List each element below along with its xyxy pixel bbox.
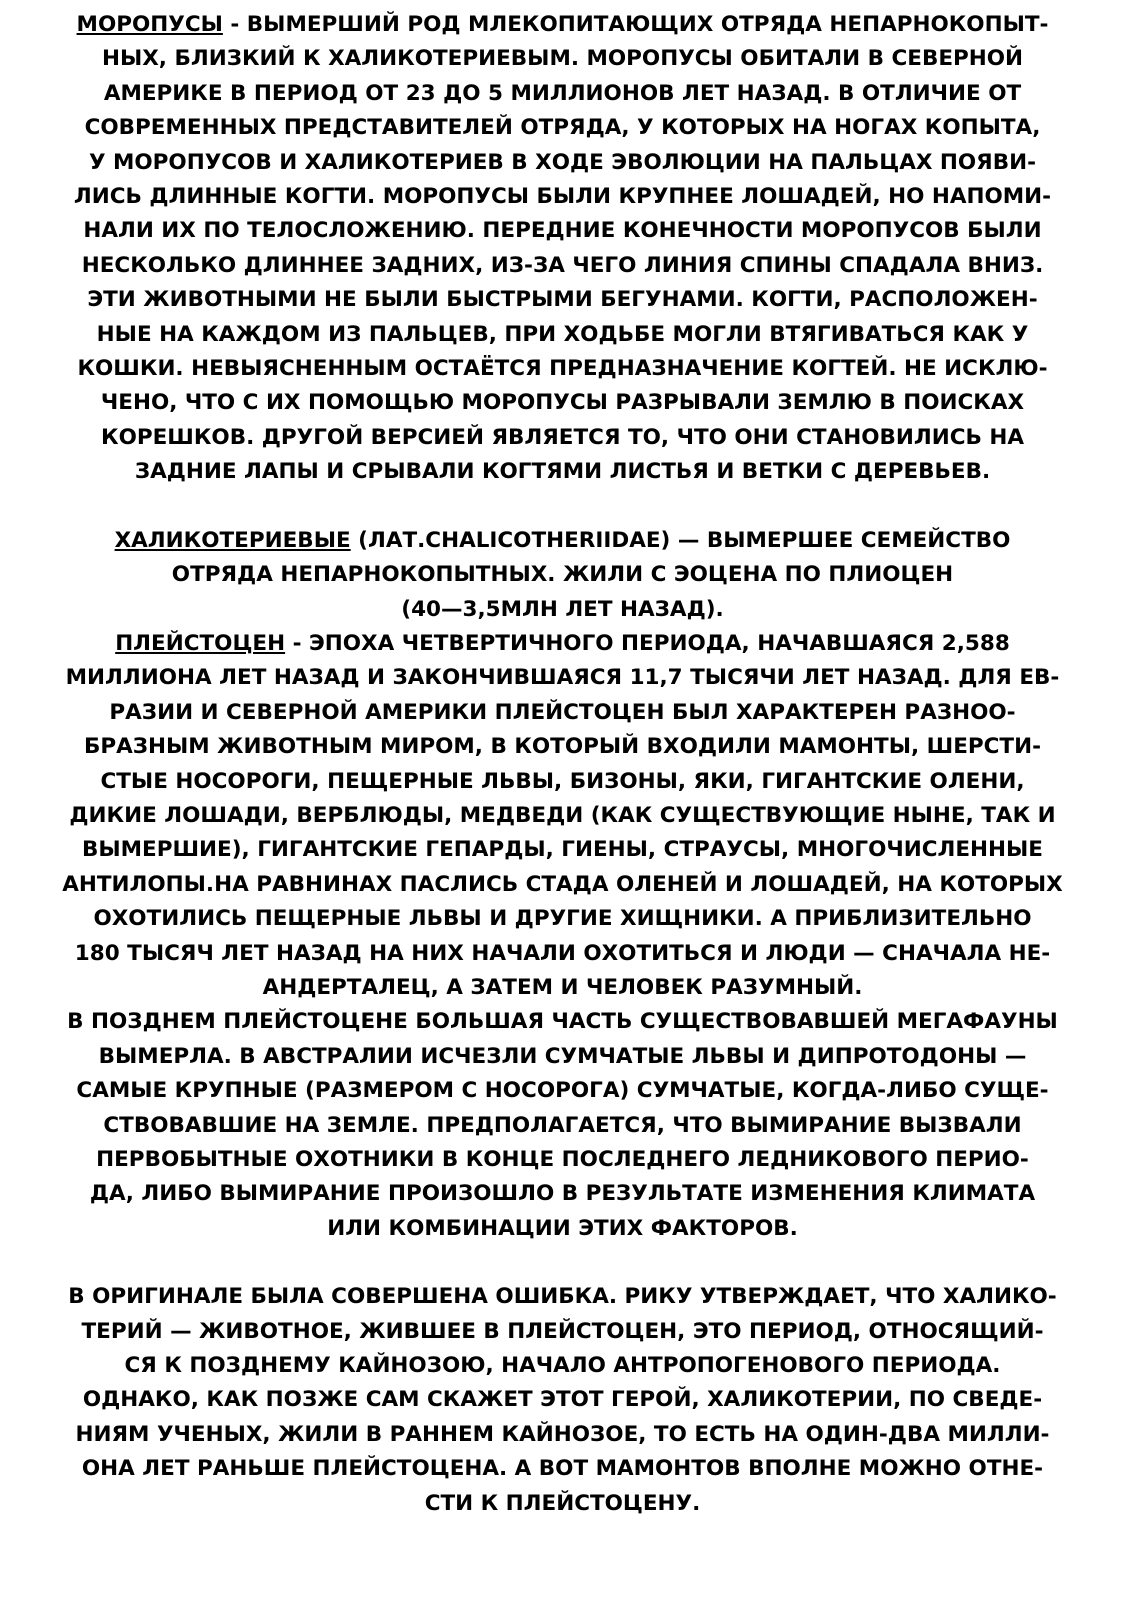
paragraph-line: У МОРОПУСОВ И ХАЛИКОТЕРИЕВ В ХОДЕ ЭВОЛЮЦИИ НА ПАЛЬЦАХ ПОЯВИ-: [88, 149, 1037, 175]
paragraph-line: ПЕРВОБЫТНЫЕ ОХОТНИКИ В КОНЦЕ ПОСЛЕДНЕГО ЛЕДНИКОВОГО ПЕРИО-: [96, 1147, 1029, 1172]
paragraph-gap: [14, 1246, 1111, 1280]
paragraph-line: ЭТИ ЖИВОТНЫМИ НЕ БЫЛИ БЫСТРЫМИ БЕГУНАМИ. КОГТИ, РАСПОЛОЖЕН-: [87, 287, 1038, 313]
paragraph-line: ДИКИЕ ЛОШАДИ, ВЕРБЛЮДЫ, МЕДВЕДИ (КАК СУЩЕСТВУЮЩИЕ НЫНЕ, ТАК И: [69, 802, 1056, 828]
pleistocene-paragraph: [14, 627, 1111, 1005]
paragraph-line: МОРОПУСЫ - ВЫМЕРШИЙ РОД МЛЕКОПИТАЮЩИХ ОТРЯДА НЕПАРНОКОПЫТ-: [76, 12, 1049, 37]
paragraph-line: АМЕРИКЕ В ПЕРИОД ОТ 23 ДО 5 МИЛЛИОНОВ ЛЕТ НАЗАД. В ОТЛИЧИЕ ОТ: [103, 80, 1022, 106]
paragraph-line: СТЫЕ НОСОРОГИ, ПЕЩЕРНЫЕ ЛЬВЫ, БИЗОНЫ, ЯКИ, ГИГАНТСКИЕ ОЛЕНИ,: [100, 768, 1025, 794]
paragraph-line: КОШКИ. НЕВЫЯСНЕННЫМ ОСТАЁТСЯ ПРЕДНАЗНАЧЕНИЕ КОГТЕЙ. НЕ ИСКЛЮ-: [77, 356, 1048, 382]
moropus-paragraph: [14, 8, 1111, 490]
paragraph-line: СЯ К ПОЗДНЕМУ КАЙНОЗОЮ, НАЧАЛО АНТРОПОГЕНОВОГО ПЕРИОДА.: [124, 1353, 1001, 1379]
paragraph-line: БРАЗНЫМ ЖИВОТНЫМ МИРОМ, В КОТОРЫЙ ВХОДИЛИ МАМОНТЫ, ШЕРСТИ-: [83, 734, 1042, 760]
moropus-term: МОРОПУСЫ: [76, 12, 223, 37]
paragraph-gap: [14, 490, 1111, 524]
paragraph-line: ОДНАКО, КАК ПОЗЖЕ САМ СКАЖЕТ ЭТОТ ГЕРОЙ, ХАЛИКОТЕРИИ, ПО СВЕДЕ-: [82, 1387, 1043, 1413]
paragraph-line: МИЛЛИОНА ЛЕТ НАЗАД И ЗАКОНЧИВШАЯСЯ 11,7 ТЫСЯЧИ ЛЕТ НАЗАД. ДЛЯ ЕВ-: [65, 665, 1060, 691]
paragraph-line: НАЛИ ИХ ПО ТЕЛОСЛОЖЕНИЮ. ПЕРЕДНИЕ КОНЕЧНОСТИ МОРОПУСОВ БЫЛИ: [83, 218, 1042, 244]
paragraph-line: В ОРИГИНАЛЕ БЫЛА СОВЕРШЕНА ОШИБКА. РИКУ УТВЕРЖДАЕТ, ЧТО ХАЛИКО-: [68, 1284, 1057, 1310]
paragraph-line: НИЯМ УЧЕНЫХ, ЖИЛИ В РАННЕМ КАЙНОЗОЕ, ТО ЕСТЬ НА ОДИН-ДВА МИЛЛИ-: [75, 1421, 1050, 1447]
paragraph-line: СТВОВАВШИЕ НА ЗЕМЛЕ. ПРЕДПОЛАГАЕТСЯ, ЧТО ВЫМИРАНИЕ ВЫЗВАЛИ: [103, 1112, 1022, 1138]
paragraph-line: АНДЕРТАЛЕЦ, А ЗАТЕМ И ЧЕЛОВЕК РАЗУМНЫЙ.: [262, 974, 863, 1000]
paragraph-line: ОТРЯДА НЕПАРНОКОПЫТНЫХ. ЖИЛИ С ЭОЦЕНА ПО ПЛИОЦЕН: [171, 562, 954, 588]
late-pleistocene-paragraph: [14, 1005, 1111, 1246]
chalicotheriidae-paragraph: [14, 524, 1111, 627]
pleistocene-term: ПЛЕЙСТОЦЕН: [115, 630, 286, 656]
paragraph-line: В ПОЗДНЕМ ПЛЕЙСТОЦЕНЕ БОЛЬШАЯ ЧАСТЬ СУЩЕСТВОВАВШЕЙ МЕГАФАУНЫ: [67, 1009, 1058, 1035]
paragraph-line: (40—3,5МЛН ЛЕТ НАЗАД).: [401, 596, 724, 622]
translator-note-paragraph: [14, 1280, 1111, 1521]
paragraph-line: СОВРЕМЕННЫХ ПРЕДСТАВИТЕЛЕЙ ОТРЯДА, У КОТОРЫХ НА НОГАХ КОПЫТА,: [84, 115, 1041, 141]
paragraph-line: ЛИСЬ ДЛИННЫЕ КОГТИ. МОРОПУСЫ БЫЛИ КРУПНЕЕ ЛОШАДЕЙ, НО НАПОМИ-: [73, 184, 1052, 210]
paragraph-line: НЫХ, БЛИЗКИЙ К ХАЛИКОТЕРИЕВЫМ. МОРОПУСЫ ОБИТАЛИ В СЕВЕРНОЙ: [101, 46, 1024, 72]
paragraph-line: 180 ТЫСЯЧ ЛЕТ НАЗАД НА НИХ НАЧАЛИ ОХОТИТЬСЯ И ЛЮДИ — СНАЧАЛА НЕ-: [74, 940, 1051, 966]
paragraph-line: ПЛЕЙСТОЦЕН - ЭПОХА ЧЕТВЕРТИЧНОГО ПЕРИОДА, НАЧАВШАЯСЯ 2,588: [115, 630, 1010, 656]
paragraph-line: СТИ К ПЛЕЙСТОЦЕНУ.: [424, 1490, 701, 1516]
paragraph-line: КОРЕШКОВ. ДРУГОЙ ВЕРСИЕЙ ЯВЛЯЕТСЯ ТО, ЧТО ОНИ СТАНОВИЛИСЬ НА: [101, 424, 1024, 450]
paragraph-line: ТЕРИЙ — ЖИВОТНОЕ, ЖИВШЕЕ В ПЛЕЙСТОЦЕН, ЭТО ПЕРИОД, ОТНОСЯЩИЙ-: [81, 1318, 1044, 1344]
paragraph-line: АНТИЛОПЫ.НА РАВНИНАХ ПАСЛИСЬ СТАДА ОЛЕНЕЙ И ЛОШАДЕЙ, НА КОТОРЫХ: [62, 871, 1063, 897]
paragraph-line: ОХОТИЛИСЬ ПЕЩЕРНЫЕ ЛЬВЫ И ДРУГИЕ ХИЩНИКИ. А ПРИБЛИЗИТЕЛЬНО: [93, 906, 1032, 932]
paragraph-line: ДА, ЛИБО ВЫМИРАНИЕ ПРОИЗОШЛО В РЕЗУЛЬТАТЕ ИЗМЕНЕНИЯ КЛИМАТА: [89, 1181, 1036, 1207]
paragraph-line: ВЫМЕРШИЕ), ГИГАНТСКИЕ ГЕПАРДЫ, ГИЕНЫ, СТРАУСЫ, МНОГОЧИСЛЕННЫЕ: [81, 837, 1043, 863]
paragraph-line: НЫЕ НА КАЖДОМ ИЗ ПАЛЬЦЕВ, ПРИ ХОДЬБЕ МОГЛИ ВТЯГИВАТЬСЯ КАК У: [96, 321, 1029, 347]
paragraph-line: ХАЛИКОТЕРИЕВЫЕ (ЛАТ.CHALICOTHERIIDAE) — ВЫМЕРШЕЕ СЕМЕЙСТВО: [114, 527, 1011, 553]
paragraph-line: ИЛИ КОМБИНАЦИИ ЭТИХ ФАКТОРОВ.: [327, 1215, 798, 1241]
paragraph-line: ЧЕНО, ЧТО С ИХ ПОМОЩЬЮ МОРОПУСЫ РАЗРЫВАЛИ ЗЕМЛЮ В ПОИСКАХ: [100, 390, 1025, 416]
paragraph-line: ВЫМЕРЛА. В АВСТРАЛИИ ИСЧЕЗЛИ СУМЧАТЫЕ ЛЬВЫ И ДИПРОТОДОНЫ —: [98, 1043, 1027, 1069]
paragraph-line: РАЗИИ И СЕВЕРНОЙ АМЕРИКИ ПЛЕЙСТОЦЕН БЫЛ ХАРАКТЕРЕН РАЗНОО-: [109, 699, 1016, 725]
paragraph-line: САМЫЕ КРУПНЫЕ (РАЗМЕРОМ С НОСОРОГА) СУМЧАТЫЕ, КОГДА-ЛИБО СУЩЕ-: [76, 1078, 1049, 1104]
paragraph-line: НЕСКОЛЬКО ДЛИННЕЕ ЗАДНИХ, ИЗ-ЗА ЧЕГО ЛИНИЯ СПИНЫ СПАДАЛА ВНИЗ.: [81, 252, 1044, 278]
paragraph-line: ОНА ЛЕТ РАНЬШЕ ПЛЕЙСТОЦЕНА. А ВОТ МАМОНТОВ ВПОЛНЕ МОЖНО ОТНЕ-: [81, 1456, 1044, 1482]
chalicotheriidae-term: ХАЛИКОТЕРИЕВЫЕ: [114, 527, 351, 553]
paragraph-line: ЗАДНИЕ ЛАПЫ И СРЫВАЛИ КОГТЯМИ ЛИСТЬЯ И ВЕТКИ С ДЕРЕВЬЕВ.: [134, 459, 991, 485]
